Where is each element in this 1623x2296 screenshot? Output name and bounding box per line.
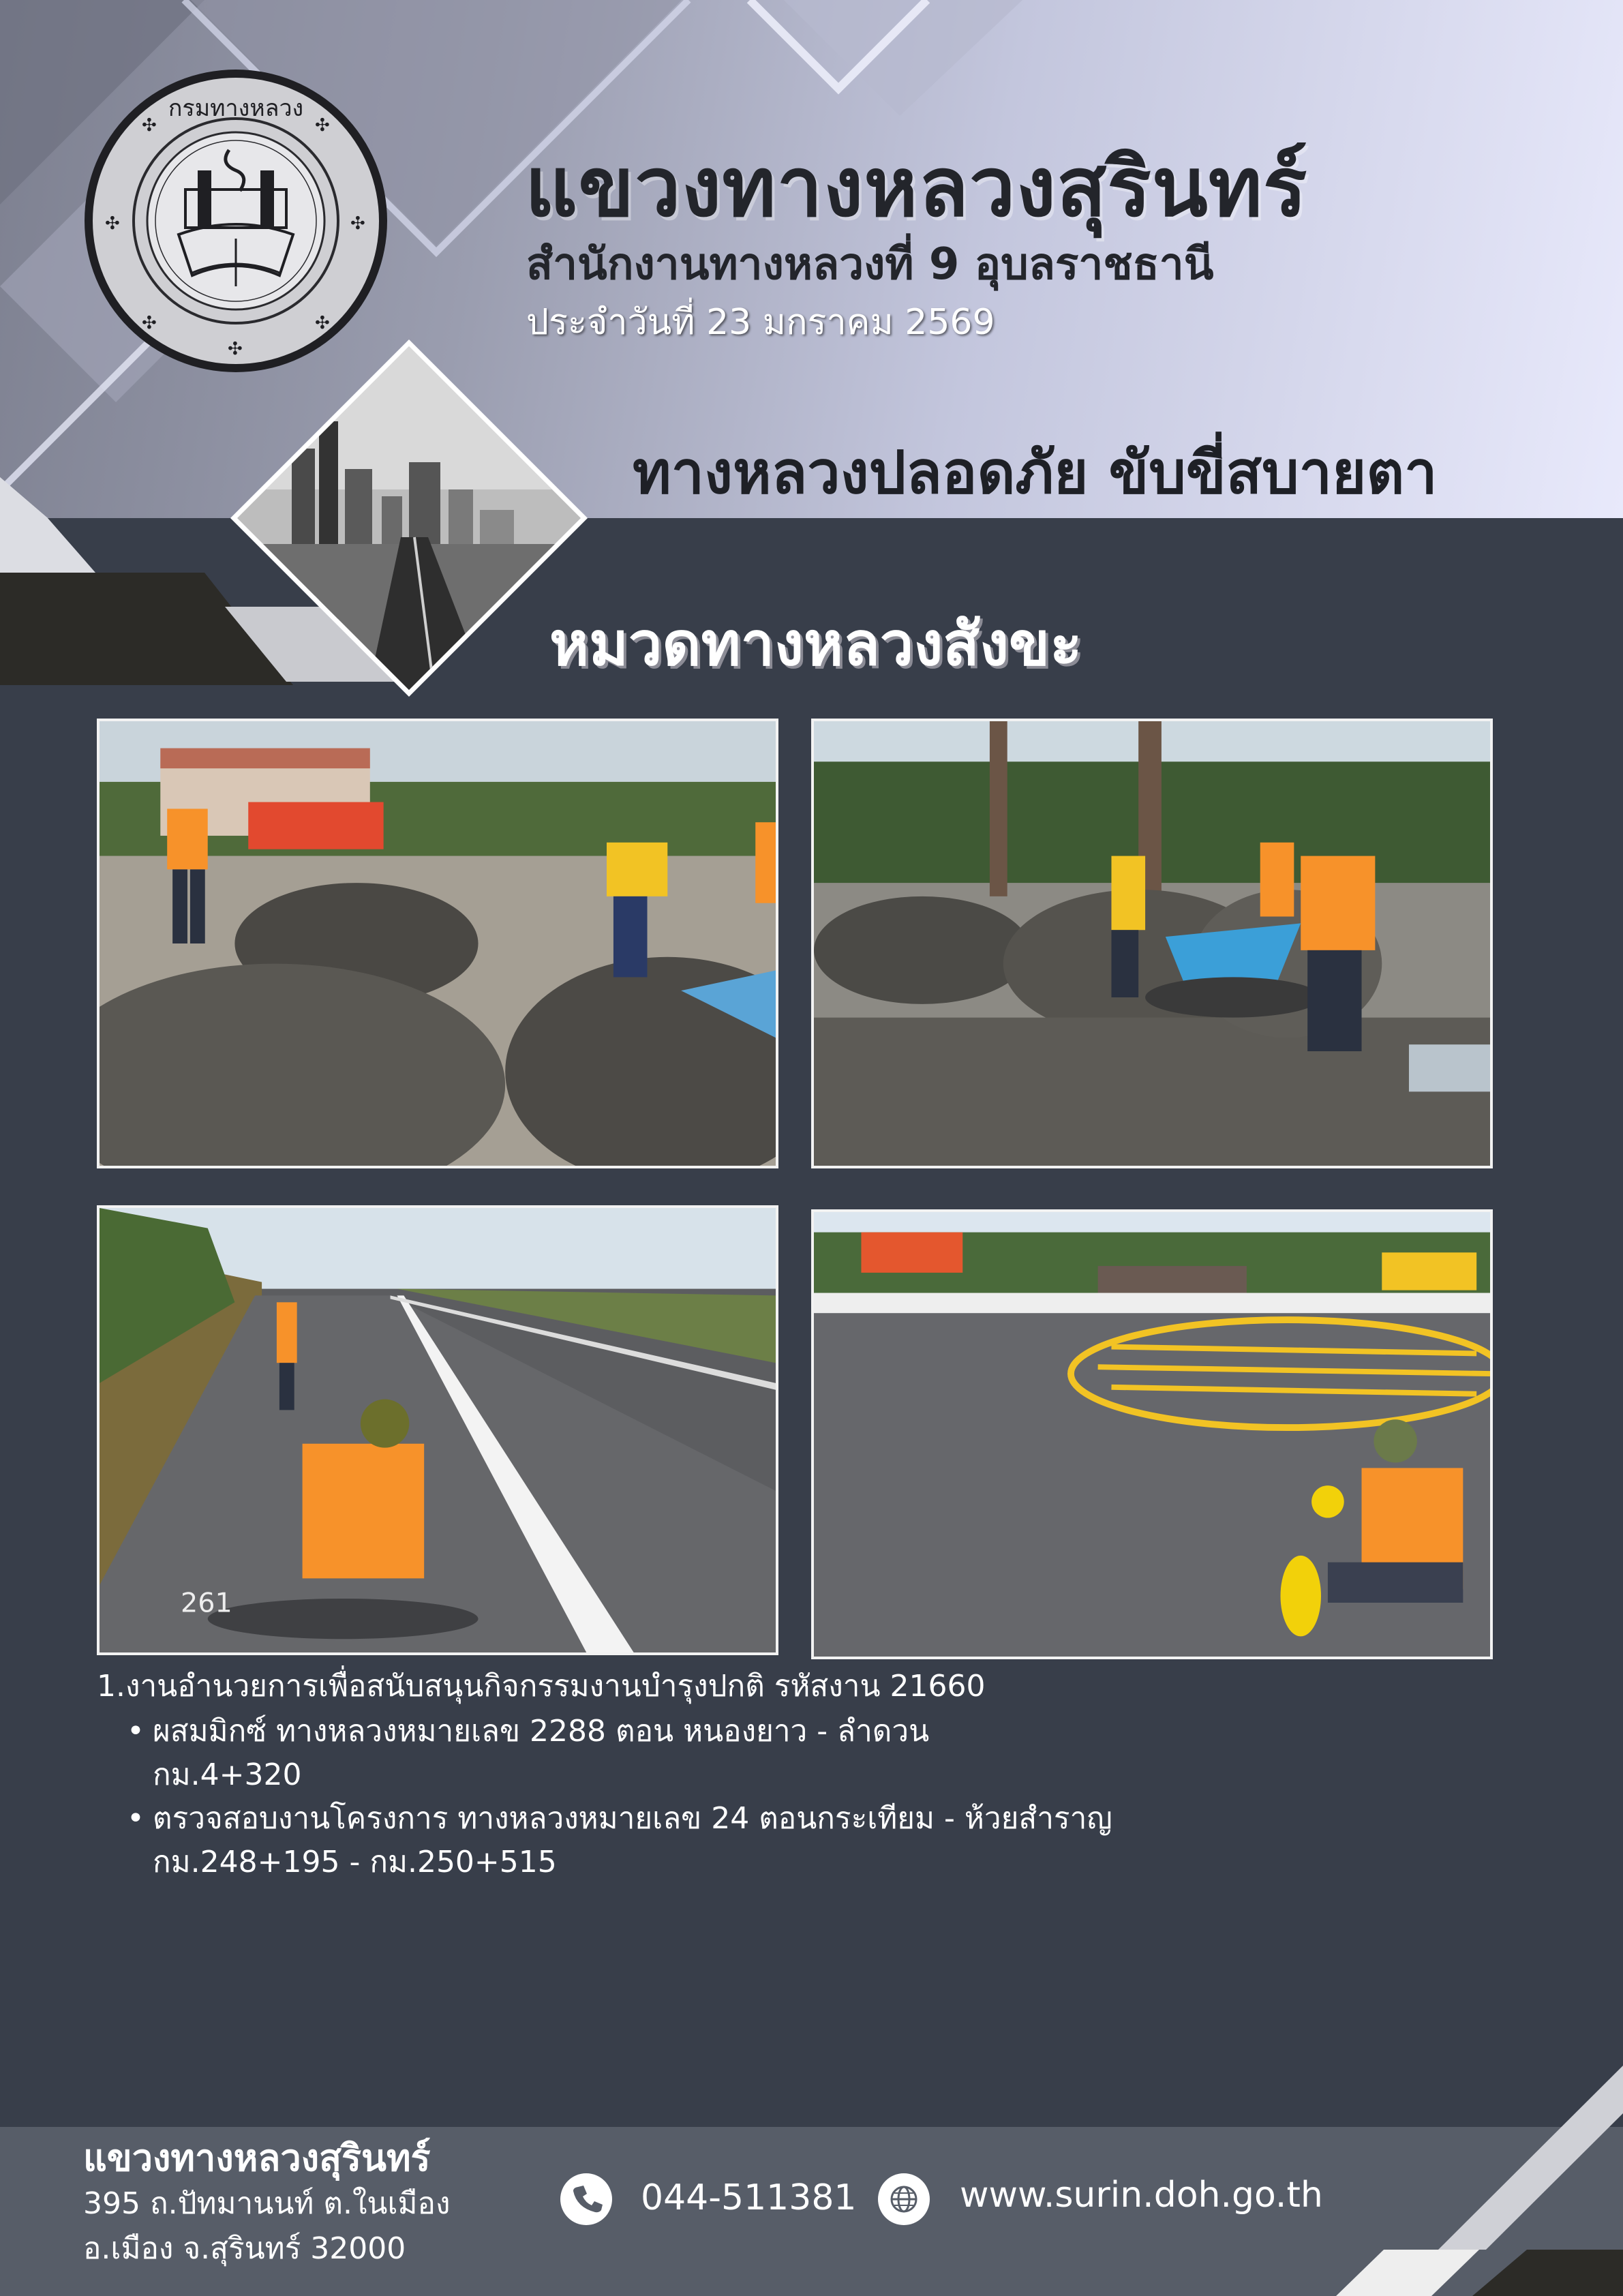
svg-text:✣: ✣ [228,339,243,359]
department-seal [83,68,389,374]
report-date: ประจำวันที่ 23 มกราคม 2569 [526,302,995,343]
svg-text:✣: ✣ [105,213,120,234]
phone-icon [560,2173,612,2225]
city-skyline-image [230,339,588,697]
photo-asphalt-mixing [811,719,1493,1168]
footer-office-name: แขวงทางหลวงสุรินทร์ [83,2136,431,2179]
office-title: แขวงทางหลวงสุรินทร์ [525,140,1308,235]
work-item-text: ผสมมิกซ์ ทางหลวงหมายเลข 2288 ตอน หนองยาว - ลำดวน [153,1714,930,1749]
work-item-list [97,1710,1392,1884]
list-item [153,1710,1392,1797]
photo-intersection-inspection [811,1209,1493,1659]
svg-text:✣: ✣ [142,313,157,333]
photo-road-measurement [97,1205,778,1655]
address-line: 395 ถ.ปัทมานนท์ ต.ในเมือง [83,2186,451,2221]
svg-text:✣: ✣ [350,213,365,234]
office-subtitle: สำนักงานทางหลวงที่ 9 อุบลราชธานี [526,239,1214,290]
website-link[interactable]: www.surin.doh.go.th [960,2175,1323,2216]
address-line: อ.เมือง จ.สุรินทร์ 32000 [83,2231,406,2266]
work-item-location: กม.4+320 [153,1757,302,1792]
footer-address [83,2181,450,2271]
globe-icon [878,2173,930,2225]
svg-text:✣: ✣ [315,313,330,333]
svg-text:กรมทางหลวง: กรมทางหลวง [168,95,304,122]
work-heading: 1.งานอำนวยการเพื่อสนับสนุนกิจกรรมงานบำรุงปกติ รหัสงาน 21660 [97,1669,986,1704]
work-item-text: ตรวจสอบงานโครงการ ทางหลวงหมายเลข 24 ตอนกระเทียม - ห้วยสำราญ [153,1801,1112,1836]
work-item-location: กม.248+195 - กม.250+515 [153,1845,557,1879]
phone-number: 044-511381 [641,2177,857,2218]
svg-text:✣: ✣ [315,115,330,136]
svg-text:✣: ✣ [142,115,157,136]
section-title: หมวดทางหลวงสังขะ [549,609,1082,679]
photo-gravel-shoveling [97,719,778,1168]
list-item [153,1797,1392,1884]
slogan: ทางหลวงปลอดภัย ขับขี่สบายตา [633,439,1438,507]
work-description [97,1665,1392,1884]
svg-text:261: 261 [181,1587,232,1619]
